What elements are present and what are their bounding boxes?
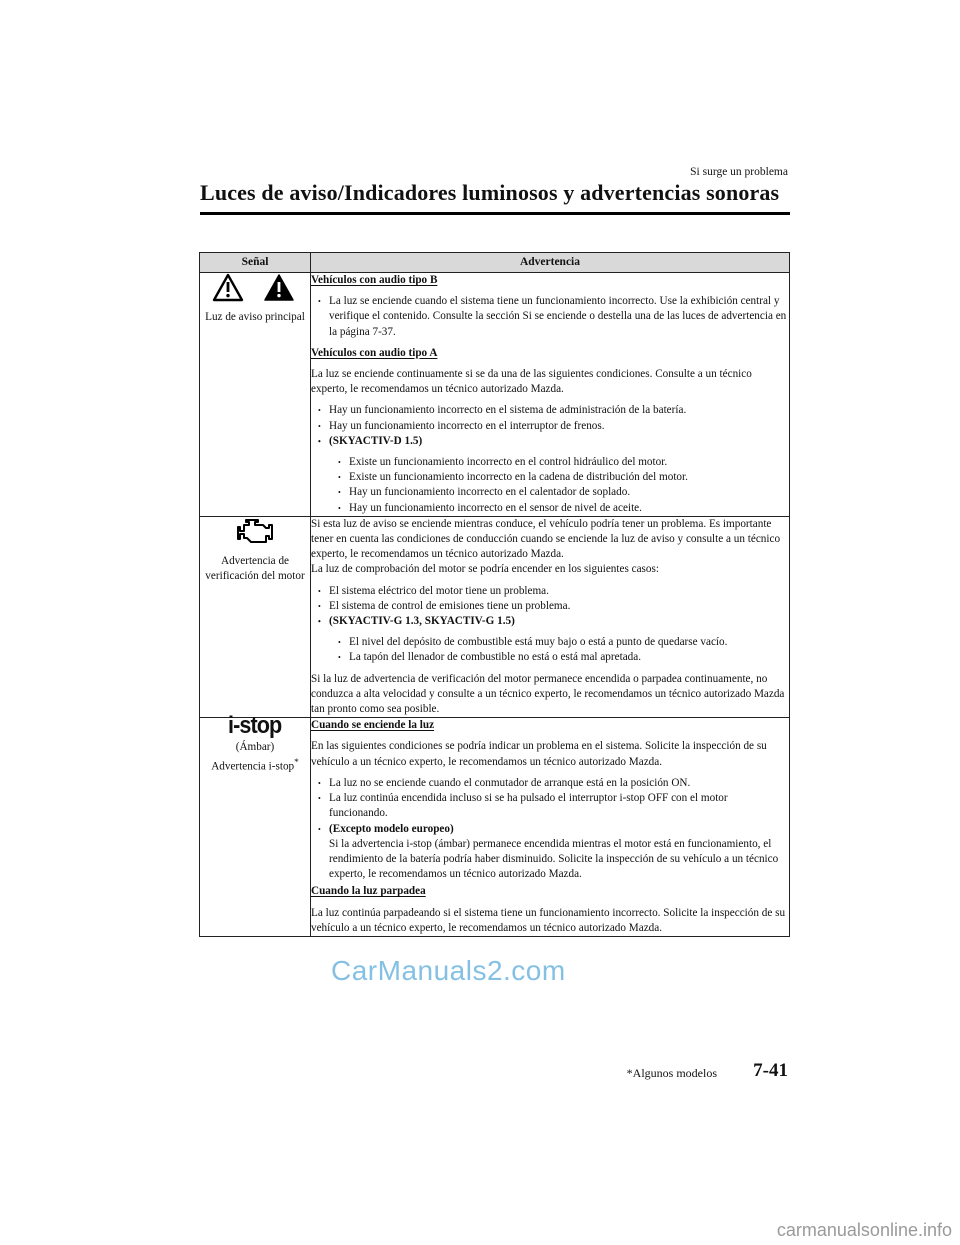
signal-color: (Ámbar) xyxy=(235,741,275,754)
table-row xyxy=(200,718,790,937)
list-item: • El nivel del depósito de combustible está muy bajo o está a punto de quedarse vacío. xyxy=(337,635,789,650)
watermark: CarManuals2.com xyxy=(331,955,566,986)
table-row xyxy=(200,273,790,517)
list-item: • El sistema de control de emisiones tiene un problema. xyxy=(317,599,789,614)
bullet-list xyxy=(317,776,789,882)
list-item: • Existe un funcionamiento incorrecto en la cadena de distribución del motor. xyxy=(337,470,789,485)
table-header-row xyxy=(200,253,790,273)
list-item: • (SKYACTIV-D 1.5) xyxy=(317,434,789,449)
warning-outline-icon xyxy=(214,275,242,300)
signal-label-line xyxy=(204,756,306,775)
subheading: Cuando se enciende la luz xyxy=(311,719,435,732)
list-item: • Hay un funcionamiento incorrecto en el calentador de soplado. xyxy=(337,485,789,500)
list-item: • La luz continúa encendida incluso si se ha pulsado el interruptor i-stop OFF con el motor funcionando. xyxy=(317,791,789,821)
list-item: • La luz se enciende cuando el sistema tiene un funcionamiento incorrecto. Use la exhibición central y verifique el contenido. Consulte la sección Si se enciende o destella una de las luces de advertencia en la página 7-37. xyxy=(317,294,789,340)
bullet-list xyxy=(317,403,789,449)
paragraph: Si la luz de advertencia de verificación del motor permanece encendida o parpadea continuamente, no conduzca a alta velocidad y consulte a un técnico experto, le recomendamos un técnico autorizado Mazda tan pronto como sea posible. xyxy=(311,672,785,716)
asterisk: * xyxy=(294,757,299,768)
bullet-list xyxy=(317,584,789,630)
warning-table xyxy=(199,252,790,937)
list-item-body: Si la advertencia i-stop (ámbar) permanece encendida mientras el motor está en funcionamiento, el rendimiento de la batería podría haber disminuido. Solicite la inspección de su vehículo a un técnico experto, le recomendamos un técnico autorizado Mazda. xyxy=(329,837,779,881)
warning-cell xyxy=(311,718,790,937)
col-warning-header: Advertencia xyxy=(311,253,790,273)
signal-label: Advertencia de verificación del motor xyxy=(205,555,305,583)
signal-cell xyxy=(200,712,311,937)
warning-filled-icon xyxy=(265,275,293,300)
list-item: • El sistema eléctrico del motor tiene un problema. xyxy=(317,584,789,599)
page-title: Luces de aviso/Indicadores luminosos y advertencias sonoras xyxy=(200,180,780,205)
col-signal-header: Señal xyxy=(200,253,311,273)
paragraph: La luz continúa parpadeando si el sistema tiene un funcionamiento incorrecto. Solicite la inspección de su vehículo a un técnico experto, le recomendamos un técnico autorizado Mazda. xyxy=(311,906,786,934)
signal-label: Luz de aviso principal xyxy=(205,311,305,324)
signal-cell xyxy=(200,273,311,517)
warning-cell xyxy=(311,516,790,717)
table-row xyxy=(200,516,790,717)
warning-cell xyxy=(311,273,790,517)
subheading: Vehículos con audio tipo A xyxy=(311,346,438,359)
title-rule xyxy=(200,212,790,215)
signal-label: Advertencia i-stop xyxy=(211,760,295,773)
list-item: • La luz no se enciende cuando el conmutador de arranque está en la posición ON. xyxy=(317,776,789,791)
page-number: 7-41 xyxy=(753,1060,788,1081)
signal-cell xyxy=(200,516,311,717)
section-label: Si surge un problema xyxy=(690,166,788,178)
list-item: • Hay un funcionamiento incorrecto en el sistema de administración de la batería. xyxy=(317,403,789,418)
list-item: • Hay un funcionamiento incorrecto en el interruptor de frenos. xyxy=(317,419,789,434)
list-item-heading: • (Excepto modelo europeo) xyxy=(329,822,454,835)
subheading: Vehículos con audio tipo B xyxy=(311,274,438,286)
paragraph: En las siguientes condiciones se podría indicar un problema en el sistema. Solicite la inspección de su vehículo a un técnico experto, le recomendamos un técnico autorizado Mazda. xyxy=(311,740,767,768)
site-watermark: carmanualsonline.info xyxy=(776,1220,952,1240)
bullet-list xyxy=(317,294,789,340)
engine-icon xyxy=(235,517,275,547)
paragraph: La luz se enciende continuamente si se da una de las siguientes condiciones. Consulte a un técnico experto, le recomendamos un técnico autorizado Mazda. xyxy=(311,368,752,396)
master-warning-icons xyxy=(212,273,298,303)
list-item xyxy=(317,822,789,883)
istop-icon: i-stop xyxy=(228,712,282,740)
list-item: • Hay un funcionamiento incorrecto en el sensor de nivel de aceite. xyxy=(337,501,789,516)
paragraph: Si esta luz de aviso se enciende mientras conduce, el vehículo podría tener un problema. Es importante tener en cuenta las condiciones de conducción cuando se enciende la luz de aviso y consulte a un técnico experto, le recomendamos un técnico autorizado Mazda. xyxy=(311,517,781,561)
sub-bullet-list xyxy=(337,455,789,516)
paragraph: La luz de comprobación del motor se podría encender en los siguientes casos: xyxy=(311,563,659,576)
subheading: Cuando la luz parpadea xyxy=(311,885,426,898)
list-item: • La tapón del llenador de combustible no está o está mal apretada. xyxy=(337,650,789,665)
footnote: *Algunos modelos xyxy=(626,1066,717,1080)
list-item: • (SKYACTIV-G 1.3, SKYACTIV-G 1.5) xyxy=(317,614,789,629)
sub-bullet-list xyxy=(337,635,789,665)
list-item: • Existe un funcionamiento incorrecto en el control hidráulico del motor. xyxy=(337,455,789,470)
